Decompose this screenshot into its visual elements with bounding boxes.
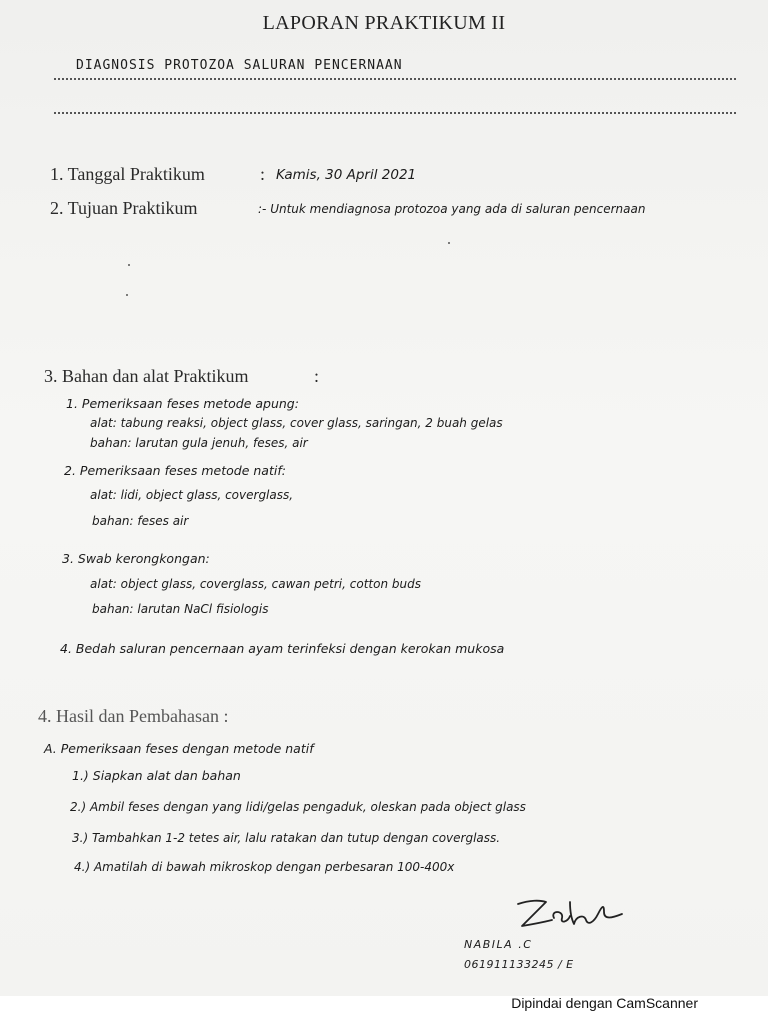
material-item-title: 1. Pemeriksaan feses metode apung: [66,396,299,411]
material-item-title: 2. Pemeriksaan feses metode natif: [64,463,286,478]
date-label: 1. Tanggal Praktikum [50,164,205,184]
materials-colon: : [314,366,320,386]
date-value: Kamis, 30 April 2021 [276,167,417,183]
signer-name: NABILA .C [464,938,533,951]
dotted-line-2 [54,112,736,114]
results-heading: 4. Hasil dan Pembahasan : [38,706,229,726]
results-step: 4.) Amatilah di bawah mikroskop dengan perbesaran 100-400x [74,860,455,874]
date-colon: : [260,164,266,184]
results-step: 2.) Ambil feses dengan yang lidi/gelas pengaduk, oleskan pada object glass [70,800,526,814]
material-item-line: bahan: larutan NaCl fisiologis [92,602,269,616]
report-title: LAPORAN PRAKTIKUM II [262,12,506,34]
material-item-line: bahan: feses air [92,514,189,528]
material-item-line: alat: lidi, object glass, coverglass, [90,488,294,502]
scanner-watermark: Dipindai dengan CamScanner [511,995,698,1011]
ink-speck [126,294,128,296]
ink-speck [128,264,130,266]
signer-id: 061911133245 / E [464,958,574,971]
material-item-line: alat: tabung reaksi, object glass, cover glass, saringan, 2 buah gelas [90,416,503,430]
dotted-line-1 [54,78,736,80]
materials-heading: 3. Bahan dan alat Praktikum [44,366,249,386]
report-subject: DIAGNOSIS PROTOZOA SALURAN PENCERNAAN [76,58,403,73]
results-subheading: A. Pemeriksaan feses dengan metode natif [44,741,314,756]
purpose-label: 2. Tujuan Praktikum [50,198,198,218]
signature-scribble [512,896,624,932]
material-item-title: 4. Bedah saluran pencernaan ayam terinfeksi dengan kerokan mukosa [60,641,505,656]
ink-speck [448,242,450,244]
purpose-value: :- Untuk mendiagnosa protozoa yang ada di saluran pencernaan [258,202,646,216]
results-step: 3.) Tambahkan 1-2 tetes air, lalu ratakan dan tutup dengan coverglass. [72,831,501,845]
material-item-line: alat: object glass, coverglass, cawan petri, cotton buds [90,577,421,591]
material-item-title: 3. Swab kerongkongan: [62,551,210,566]
material-item-line: bahan: larutan gula jenuh, feses, air [90,436,308,450]
results-step: 1.) Siapkan alat dan bahan [72,768,241,783]
